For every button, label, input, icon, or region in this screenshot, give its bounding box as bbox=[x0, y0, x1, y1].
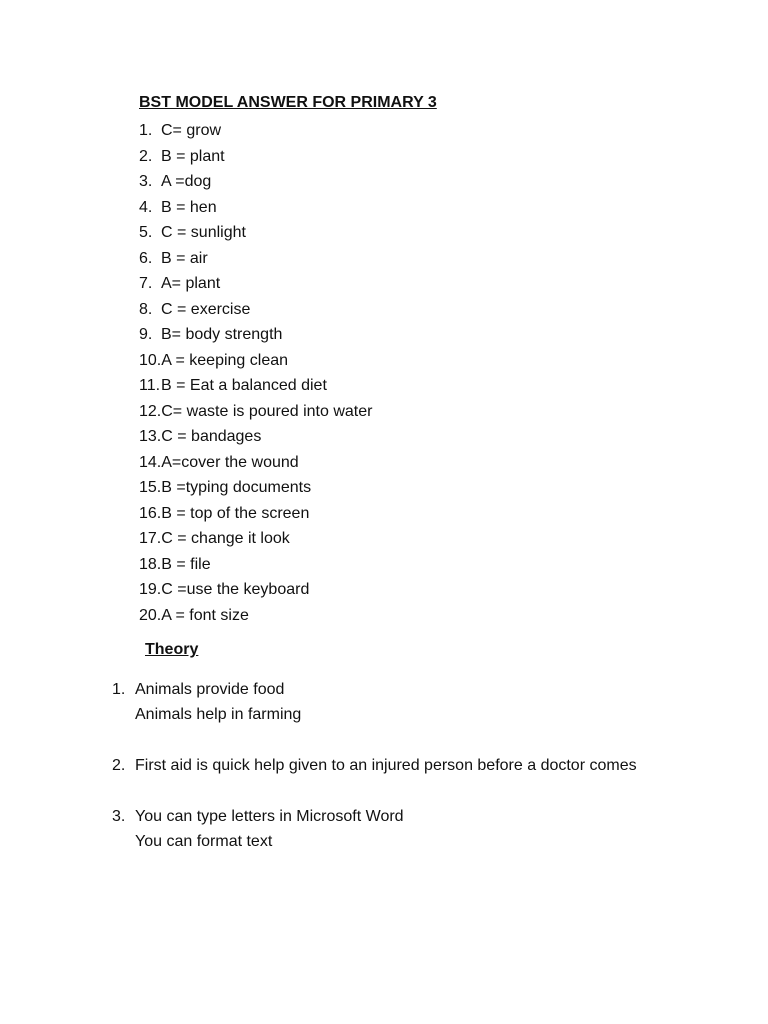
mcq-number: 3. bbox=[139, 173, 153, 190]
document-title: BST MODEL ANSWER FOR PRIMARY 3 bbox=[139, 94, 437, 111]
theory-line: You can format text bbox=[135, 833, 273, 850]
mcq-answer: B = top of the screen bbox=[161, 504, 310, 522]
mcq-item bbox=[139, 348, 372, 374]
mcq-item bbox=[139, 399, 372, 425]
mcq-number: 6. bbox=[139, 249, 153, 267]
mcq-answer: A = keeping clean bbox=[161, 351, 289, 369]
mcq-answer: A= plant bbox=[161, 275, 221, 292]
mcq-item bbox=[139, 195, 372, 221]
theory-line: Animals provide food bbox=[135, 681, 285, 698]
mcq-number: 9. bbox=[139, 326, 153, 343]
mcq-item bbox=[139, 144, 372, 170]
mcq-answer: C = exercise bbox=[161, 300, 251, 318]
mcq-item bbox=[139, 169, 372, 195]
theory-item bbox=[112, 804, 732, 854]
mcq-item bbox=[139, 603, 372, 629]
mcq-number: 2. bbox=[139, 147, 153, 165]
theory-item bbox=[112, 753, 732, 778]
theory-number: 2. bbox=[112, 757, 126, 774]
mcq-item bbox=[139, 118, 372, 144]
mcq-item bbox=[139, 246, 372, 272]
mcq-answer: A =dog bbox=[161, 173, 212, 190]
mcq-number: 18. bbox=[139, 555, 162, 573]
mcq-number: 1. bbox=[139, 122, 153, 139]
mcq-answer: B =typing documents bbox=[161, 479, 312, 496]
mcq-number: 10. bbox=[139, 351, 162, 369]
mcq-item bbox=[139, 526, 372, 552]
mcq-item bbox=[139, 322, 372, 348]
mcq-answer: C = bandages bbox=[161, 428, 262, 445]
mcq-number: 20. bbox=[139, 606, 162, 624]
mcq-answer: C= grow bbox=[161, 122, 222, 139]
theory-answer bbox=[135, 753, 637, 778]
theory-heading: Theory bbox=[145, 641, 199, 658]
mcq-answer: C =use the keyboard bbox=[161, 581, 310, 598]
mcq-item bbox=[139, 552, 372, 578]
mcq-item bbox=[139, 373, 372, 399]
mcq-number: 13. bbox=[139, 428, 162, 445]
mcq-item bbox=[139, 501, 372, 527]
mcq-answer: A=cover the wound bbox=[161, 453, 299, 471]
mcq-answer: B = plant bbox=[161, 147, 225, 165]
mcq-number: 16. bbox=[139, 504, 162, 522]
mcq-number: 5. bbox=[139, 224, 153, 241]
mcq-item bbox=[139, 297, 372, 323]
mcq-number: 19. bbox=[139, 581, 162, 598]
mcq-number: 15. bbox=[139, 479, 162, 496]
mcq-answer: C= waste is poured into water bbox=[161, 402, 373, 420]
theory-line: You can type letters in Microsoft Word bbox=[135, 808, 404, 825]
mcq-answer: B = file bbox=[161, 555, 211, 573]
theory-number: 1. bbox=[112, 681, 126, 698]
mcq-number: 7. bbox=[139, 275, 153, 292]
theory-answer-list bbox=[112, 677, 732, 880]
mcq-answer: B = Eat a balanced diet bbox=[161, 377, 327, 394]
mcq-answer-list bbox=[139, 118, 372, 628]
mcq-answer: B = air bbox=[161, 249, 208, 267]
mcq-answer: A = font size bbox=[161, 606, 249, 624]
mcq-item bbox=[139, 475, 372, 501]
mcq-answer: C = sunlight bbox=[161, 224, 246, 241]
mcq-answer: C = change it look bbox=[161, 530, 290, 547]
theory-item bbox=[112, 677, 732, 727]
theory-line: Animals help in farming bbox=[135, 706, 302, 723]
theory-answer bbox=[135, 677, 301, 727]
mcq-item bbox=[139, 220, 372, 246]
mcq-item bbox=[139, 450, 372, 476]
mcq-number: 17. bbox=[139, 530, 162, 547]
theory-line: First aid is quick help given to an injured person before a doctor comes bbox=[135, 757, 637, 774]
theory-answer bbox=[135, 804, 404, 854]
mcq-number: 4. bbox=[139, 198, 153, 216]
mcq-number: 14. bbox=[139, 453, 162, 471]
theory-number: 3. bbox=[112, 808, 126, 825]
mcq-answer: B= body strength bbox=[161, 326, 283, 343]
mcq-item bbox=[139, 271, 372, 297]
mcq-number: 12. bbox=[139, 402, 162, 420]
mcq-number: 11. bbox=[139, 377, 161, 394]
mcq-answer: B = hen bbox=[161, 198, 217, 216]
mcq-item bbox=[139, 424, 372, 450]
mcq-number: 8. bbox=[139, 300, 153, 318]
mcq-item bbox=[139, 577, 372, 603]
